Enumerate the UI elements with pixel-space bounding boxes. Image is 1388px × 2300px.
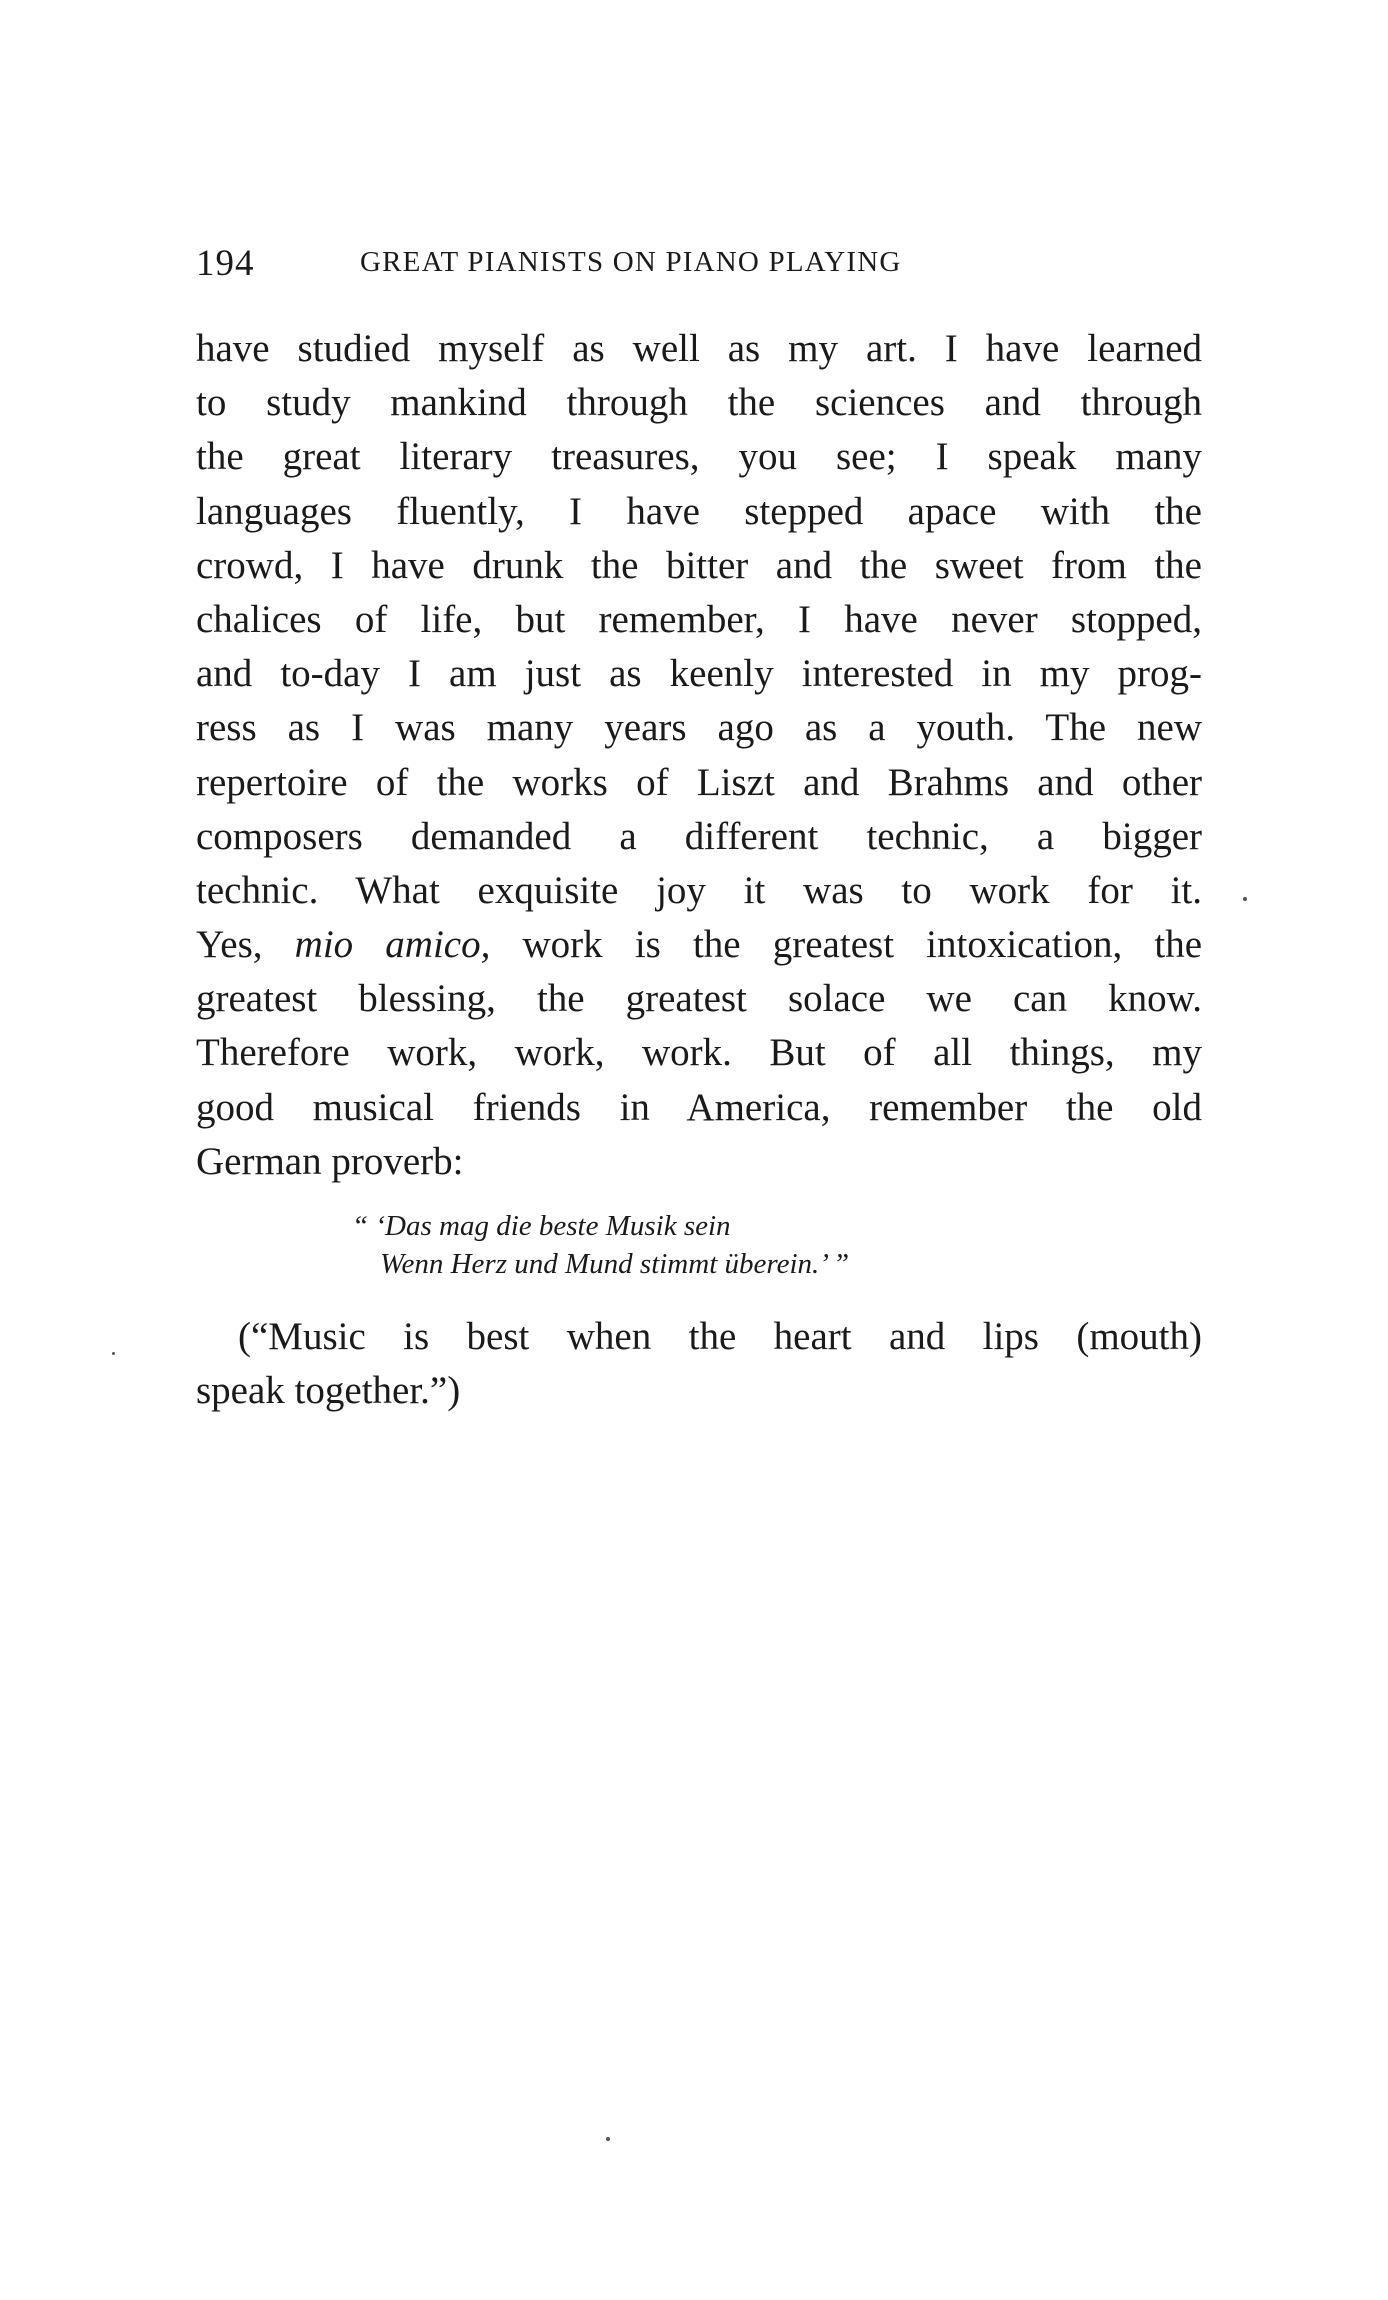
body-line: have studied myself as well as my art. I have learned — [196, 327, 1202, 370]
running-title: GREAT PIANISTS ON PIANO PLAYING — [360, 246, 902, 278]
body-line: technic. What exquisite joy it was to work for it. — [196, 868, 1202, 912]
line-text: work is the greatest intoxication, the — [490, 923, 1203, 967]
body-line-with-italic — [196, 918, 1202, 972]
body-line-last: German proverb: — [196, 1139, 464, 1183]
body-line: Therefore work, work, work. But of all things, my — [196, 1031, 1202, 1075]
paper-speck — [112, 1352, 115, 1355]
translation-line: (“Music is best when the heart and lips (mouth) — [238, 1315, 1202, 1358]
body-line: and to-day I am just as keenly interested in my prog- — [196, 652, 1202, 696]
body-line: crowd, I have drunk the bitter and the sweet from the — [196, 543, 1202, 587]
body-line: the great literary treasures, you see; I speak many — [196, 435, 1202, 479]
line-text: Yes, — [196, 923, 295, 967]
german-proverb-verse — [352, 1207, 1072, 1283]
running-head — [196, 240, 1196, 284]
translation-line: speak together.”) — [196, 1369, 461, 1413]
body-line: repertoire of the works of Liszt and Brahms and other — [196, 760, 1202, 804]
verse-line: “ ‘Das mag die beste Musik sein — [352, 1210, 731, 1242]
body-line: composers demanded a different technic, a bigger — [196, 814, 1202, 858]
body-line: to study mankind through the sciences and through — [196, 381, 1202, 425]
italic-phrase: mio amico, — [294, 923, 491, 967]
body-line: greatest blessing, the greatest solace we can know. — [196, 977, 1202, 1021]
paper-speck — [1243, 897, 1247, 901]
page-number: 194 — [196, 243, 255, 284]
body-line: chalices of life, but remember, I have never stopped, — [196, 597, 1202, 641]
proverb-translation — [196, 1310, 1202, 1418]
body-paragraph — [196, 322, 1202, 1189]
verse-line: Wenn Herz und Mund stimmt überein.’ ” — [380, 1248, 850, 1280]
body-line: good musical friends in America, remember the old — [196, 1085, 1202, 1129]
paper-speck — [606, 2137, 610, 2141]
body-line: ress as I was many years ago as a youth. The new — [196, 706, 1202, 750]
body-line: languages fluently, I have stepped apace with the — [196, 489, 1202, 533]
